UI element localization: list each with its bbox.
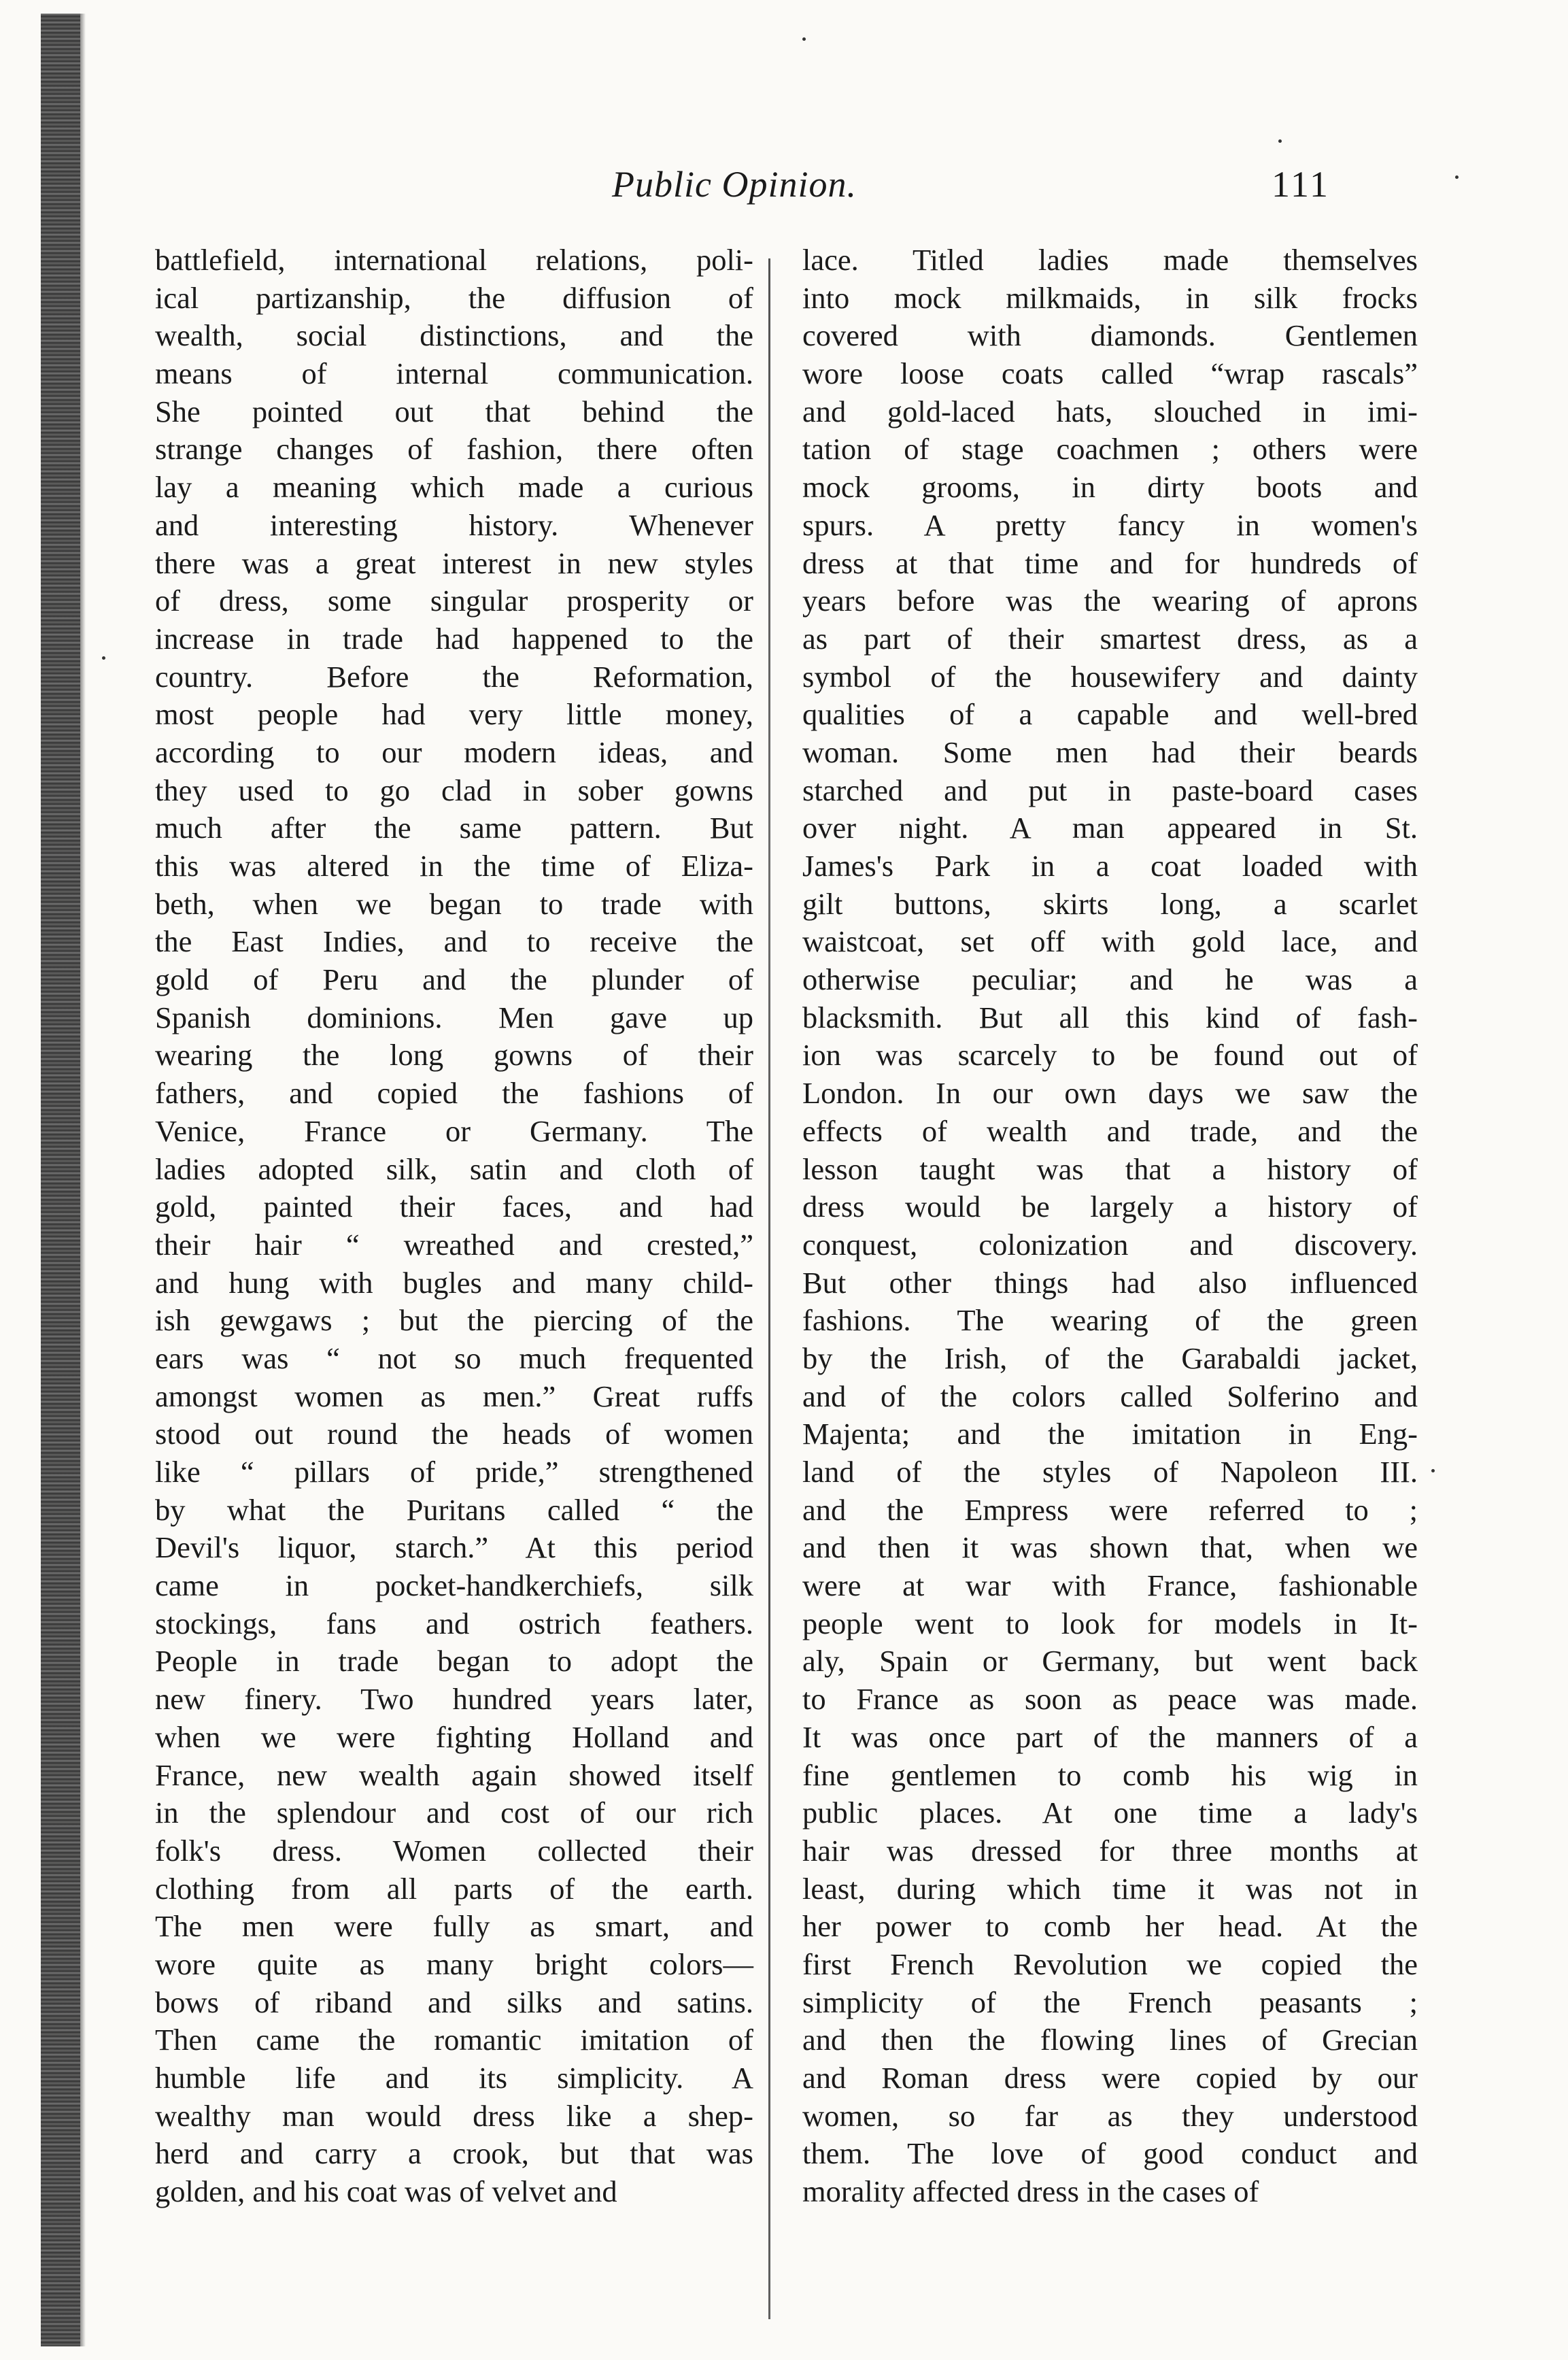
- text-line: Venice, France or Germany. The: [155, 1113, 753, 1148]
- text-line: spurs. A pretty fancy in women's: [802, 507, 1418, 542]
- text-line: wealthy man would dress like a shep-: [155, 2098, 753, 2133]
- text-line: battlefield, international relations, poli-: [155, 243, 753, 277]
- text-line: wearing the long gowns of their: [155, 1038, 753, 1073]
- text-line: gold, painted their faces, and had: [155, 1190, 753, 1224]
- text-line: dress would be largely a history of: [802, 1190, 1418, 1224]
- binding-shadow: [80, 14, 86, 2346]
- text-line: first French Revolution we copied the: [802, 1946, 1418, 1981]
- text-line: London. In our own days we saw the: [802, 1076, 1418, 1111]
- text-line: hair was dressed for three months at: [802, 1833, 1418, 1868]
- running-title: Public Opinion.: [612, 164, 857, 205]
- text-line: they used to go clad in sober gowns: [155, 773, 753, 807]
- text-line: ion was scarcely to be found out of: [802, 1038, 1418, 1073]
- text-line: golden, and his coat was of velvet and: [155, 2174, 617, 2209]
- text-line: blacksmith. But all this kind of fash-: [802, 1000, 1418, 1034]
- text-line: morality affected dress in the cases of: [802, 2174, 1259, 2209]
- text-line: most people had very little money,: [155, 697, 753, 732]
- page-number: 111: [1272, 164, 1330, 205]
- text-line: starched and put in paste-board cases: [802, 773, 1418, 807]
- text-line: fine gentlemen to comb his wig in: [802, 1757, 1418, 1792]
- text-line: Then came the romantic imitation of: [155, 2023, 753, 2057]
- text-line: waistcoat, set off with gold lace, and: [802, 924, 1418, 959]
- text-line: and Roman dress were copied by our: [802, 2061, 1418, 2095]
- text-line: in the splendour and cost of our rich: [155, 1796, 753, 1830]
- text-line: according to our modern ideas, and: [155, 735, 753, 769]
- text-line: Devil's liquor, starch.” At this period: [155, 1530, 753, 1565]
- text-line: wealth, social distinctions, and the: [155, 318, 753, 353]
- text-line: increase in trade had happened to the: [155, 621, 753, 656]
- text-line: and interesting history. Whenever: [155, 507, 753, 542]
- text-line: herd and carry a crook, but that was: [155, 2136, 753, 2171]
- text-line: by what the Puritans called “ the: [155, 1492, 753, 1527]
- text-line: much after the same pattern. But: [155, 811, 753, 845]
- text-line: tation of stage coachmen ; others were: [802, 432, 1418, 467]
- text-line: like “ pillars of pride,” strengthened: [155, 1455, 753, 1489]
- text-line: years before was the wearing of aprons: [802, 584, 1418, 618]
- text-line: and then it was shown that, when we: [802, 1530, 1418, 1565]
- text-line: land of the styles of Napoleon III.: [802, 1455, 1418, 1489]
- running-header: [0, 163, 1568, 218]
- text-line: Spanish dominions. Men gave up: [155, 1000, 753, 1034]
- text-line: least, during which time it was not in: [802, 1871, 1418, 1906]
- text-line: of dress, some singular prosperity or: [155, 584, 753, 618]
- text-line: and hung with bugles and many child-: [155, 1265, 753, 1300]
- text-line: into mock milkmaids, in silk frocks: [802, 280, 1418, 315]
- text-line: the East Indies, and to receive the: [155, 924, 753, 959]
- right-text-column: [802, 241, 1418, 2211]
- text-line: The men were fully as smart, and: [155, 1909, 753, 1944]
- text-line: gold of Peru and the plunder of: [155, 962, 753, 997]
- text-line: lesson taught was that a history of: [802, 1151, 1418, 1186]
- text-line: means of internal communication.: [155, 356, 753, 391]
- text-line: were at war with France, fashionable: [802, 1568, 1418, 1603]
- left-text-column: [155, 241, 753, 2211]
- text-line: But other things had also influenced: [802, 1265, 1418, 1300]
- scan-speck: [1455, 175, 1459, 179]
- scan-speck: [102, 656, 105, 660]
- text-line: new finery. Two hundred years later,: [155, 1682, 753, 1717]
- text-line: public places. At one time a lady's: [802, 1796, 1418, 1830]
- text-line: People in trade began to adopt the: [155, 1644, 753, 1679]
- text-line: effects of wealth and trade, and the: [802, 1113, 1418, 1148]
- text-line: simplicity of the French peasants ;: [802, 1985, 1418, 2019]
- text-line: and then the flowing lines of Grecian: [802, 2023, 1418, 2057]
- text-line: James's Park in a coat loaded with: [802, 849, 1418, 883]
- text-line: bows of riband and silks and satins.: [155, 1985, 753, 2019]
- text-line: Majenta; and the imitation in Eng-: [802, 1417, 1418, 1451]
- text-line: her power to comb her head. At the: [802, 1909, 1418, 1944]
- scan-speck: [1431, 1469, 1435, 1472]
- text-line: lay a meaning which made a curious: [155, 470, 753, 505]
- text-line: covered with diamonds. Gentlemen: [802, 318, 1418, 353]
- text-line: women, so far as they understood: [802, 2098, 1418, 2133]
- text-line: as part of their smartest dress, as a: [802, 621, 1418, 656]
- text-line: strange changes of fashion, there often: [155, 432, 753, 467]
- text-line: mock grooms, in dirty boots and: [802, 470, 1418, 505]
- text-line: qualities of a capable and well-bred: [802, 697, 1418, 732]
- text-line: amongst women as men.” Great ruffs: [155, 1379, 753, 1413]
- text-line: symbol of the housewifery and dainty: [802, 659, 1418, 694]
- text-line: fashions. The wearing of the green: [802, 1303, 1418, 1338]
- scan-speck: [1278, 139, 1282, 143]
- text-line: them. The love of good conduct and: [802, 2136, 1418, 2171]
- text-line: their hair “ wreathed and crested,”: [155, 1227, 753, 1262]
- text-line: people went to look for models in It-: [802, 1606, 1418, 1640]
- text-line: and gold-laced hats, slouched in imi-: [802, 394, 1418, 428]
- text-line: stockings, fans and ostrich feathers.: [155, 1606, 753, 1640]
- text-line: gilt buttons, skirts long, a scarlet: [802, 886, 1418, 921]
- text-line: over night. A man appeared in St.: [802, 811, 1418, 845]
- text-line: dress at that time and for hundreds of: [802, 545, 1418, 580]
- text-line: this was altered in the time of Eliza-: [155, 849, 753, 883]
- text-line: France, new wealth again showed itself: [155, 1757, 753, 1792]
- text-line: and of the colors called Solferino and: [802, 1379, 1418, 1413]
- text-line: It was once part of the manners of a: [802, 1719, 1418, 1754]
- text-line: aly, Spain or Germany, but went back: [802, 1644, 1418, 1679]
- text-line: and the Empress were referred to ;: [802, 1492, 1418, 1527]
- text-line: ical partizanship, the diffusion of: [155, 280, 753, 315]
- text-line: conquest, colonization and discovery.: [802, 1227, 1418, 1262]
- text-line: to France as soon as peace was made.: [802, 1682, 1418, 1717]
- text-line: wore loose coats called “wrap rascals”: [802, 356, 1418, 391]
- text-line: lace. Titled ladies made themselves: [802, 243, 1418, 277]
- text-line: there was a great interest in new styles: [155, 545, 753, 580]
- page-binding-edge: [41, 14, 80, 2346]
- text-line: ears was “ not so much frequented: [155, 1341, 753, 1375]
- text-line: beth, when we began to trade with: [155, 886, 753, 921]
- text-line: country. Before the Reformation,: [155, 659, 753, 694]
- text-line: otherwise peculiar; and he was a: [802, 962, 1418, 997]
- text-line: clothing from all parts of the earth.: [155, 1871, 753, 1906]
- text-line: ish gewgaws ; but the piercing of the: [155, 1303, 753, 1338]
- text-line: came in pocket-handkerchiefs, silk: [155, 1568, 753, 1603]
- text-line: fathers, and copied the fashions of: [155, 1076, 753, 1111]
- text-line: ladies adopted silk, satin and cloth of: [155, 1151, 753, 1186]
- text-line: humble life and its simplicity. A: [155, 2061, 753, 2095]
- text-line: wore quite as many bright colors—: [155, 1946, 753, 1981]
- text-line: when we were fighting Holland and: [155, 1719, 753, 1754]
- text-line: folk's dress. Women collected their: [155, 1833, 753, 1868]
- text-line: woman. Some men had their beards: [802, 735, 1418, 769]
- text-line: She pointed out that behind the: [155, 394, 753, 428]
- text-line: stood out round the heads of women: [155, 1417, 753, 1451]
- text-line: by the Irish, of the Garabaldi jacket,: [802, 1341, 1418, 1375]
- scan-speck: [802, 37, 806, 41]
- column-divider-rule: [768, 258, 770, 2319]
